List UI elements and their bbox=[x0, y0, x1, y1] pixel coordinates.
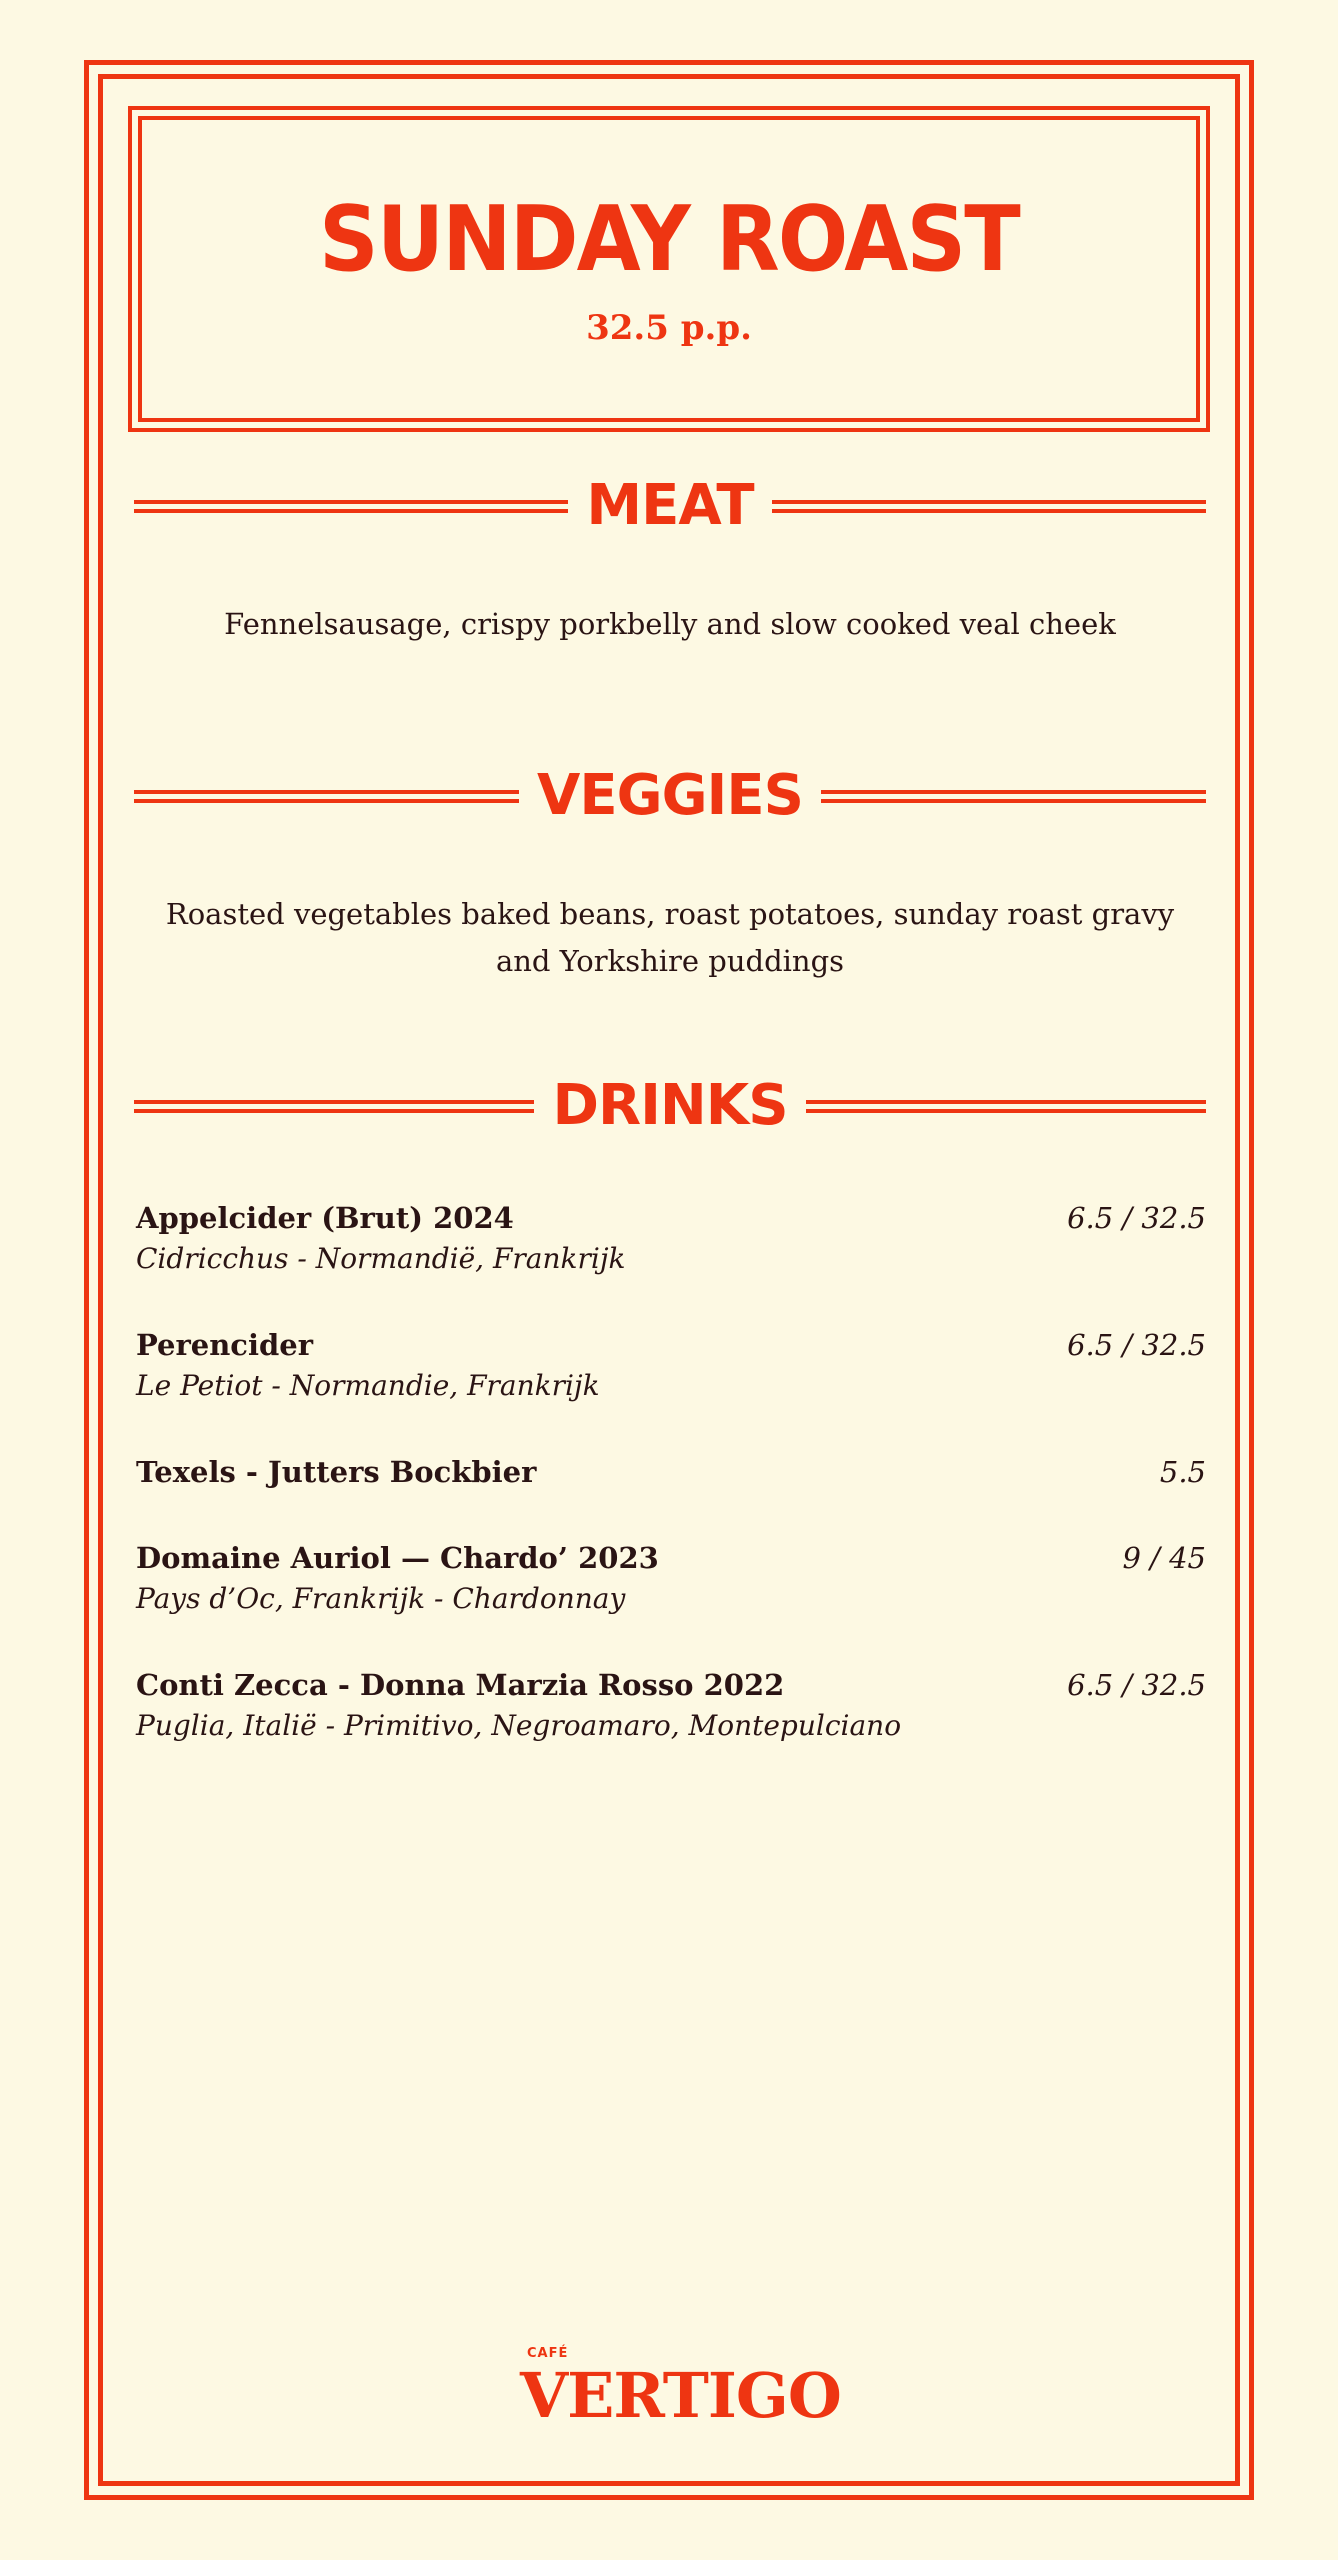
meat-description: Fennelsausage, crispy porkbelly and slow cooked veal cheek bbox=[224, 607, 1116, 641]
drink-origin: Puglia, Italië - Primitivo, Negroamaro, Montepulciano bbox=[136, 1709, 902, 1742]
menu-price: 32.5 p.p. bbox=[586, 308, 752, 348]
divider-rule bbox=[134, 790, 519, 803]
drink-item bbox=[136, 1198, 1206, 1280]
drink-origin: Pays d’Oc, Frankrijk - Chardonnay bbox=[136, 1582, 626, 1615]
section-header-meat bbox=[134, 466, 1206, 546]
drink-item bbox=[136, 1538, 1206, 1620]
logo-vertigo: VERTIGO bbox=[520, 2359, 841, 2432]
drink-item bbox=[136, 1325, 1206, 1407]
drink-origin: Le Petiot - Normandie, Frankrijk bbox=[136, 1369, 600, 1402]
drink-name: Conti Zecca - Donna Marzia Rosso 2022 bbox=[136, 1668, 785, 1702]
drink-price: 9 / 45 bbox=[1122, 1541, 1206, 1575]
menu-title: SUNDAY ROAST bbox=[319, 187, 1019, 292]
section-label-drinks: DRINKS bbox=[552, 1073, 788, 1138]
drink-item bbox=[136, 1665, 1206, 1747]
drink-name: Appelcider (Brut) 2024 bbox=[136, 1201, 514, 1235]
drink-name: Domaine Auriol — Chardo’ 2023 bbox=[136, 1541, 659, 1575]
veggies-description-line1: Roasted vegetables baked beans, roast potatoes, sunday roast gravy bbox=[165, 897, 1175, 931]
veggies-description bbox=[134, 891, 1206, 985]
logo-cafe-label: CAFÉ bbox=[527, 2346, 569, 2361]
section-header-drinks bbox=[134, 1066, 1206, 1146]
section-header-veggies bbox=[134, 756, 1206, 836]
veggies-description-line2: and Yorkshire puddings bbox=[495, 944, 845, 978]
menu-frame-inner bbox=[98, 74, 1240, 2486]
drink-name: Perencider bbox=[136, 1328, 313, 1362]
drink-item bbox=[136, 1452, 1206, 1492]
divider-rule bbox=[134, 500, 568, 513]
drink-price: 5.5 bbox=[1159, 1455, 1206, 1489]
divider-rule bbox=[772, 500, 1206, 513]
divider-rule bbox=[134, 1100, 534, 1113]
divider-rule bbox=[806, 1100, 1206, 1113]
drink-price: 6.5 / 32.5 bbox=[1067, 1201, 1206, 1235]
divider-rule bbox=[821, 790, 1206, 803]
drink-price: 6.5 / 32.5 bbox=[1067, 1328, 1206, 1362]
section-label-meat: MEAT bbox=[586, 473, 754, 538]
drink-origin: Cidricchus - Normandië, Frankrijk bbox=[136, 1242, 626, 1275]
drink-price: 6.5 / 32.5 bbox=[1067, 1668, 1206, 1702]
drink-name: Texels - Jutters Bockbier bbox=[136, 1455, 537, 1489]
section-label-veggies: VEGGIES bbox=[537, 763, 803, 828]
